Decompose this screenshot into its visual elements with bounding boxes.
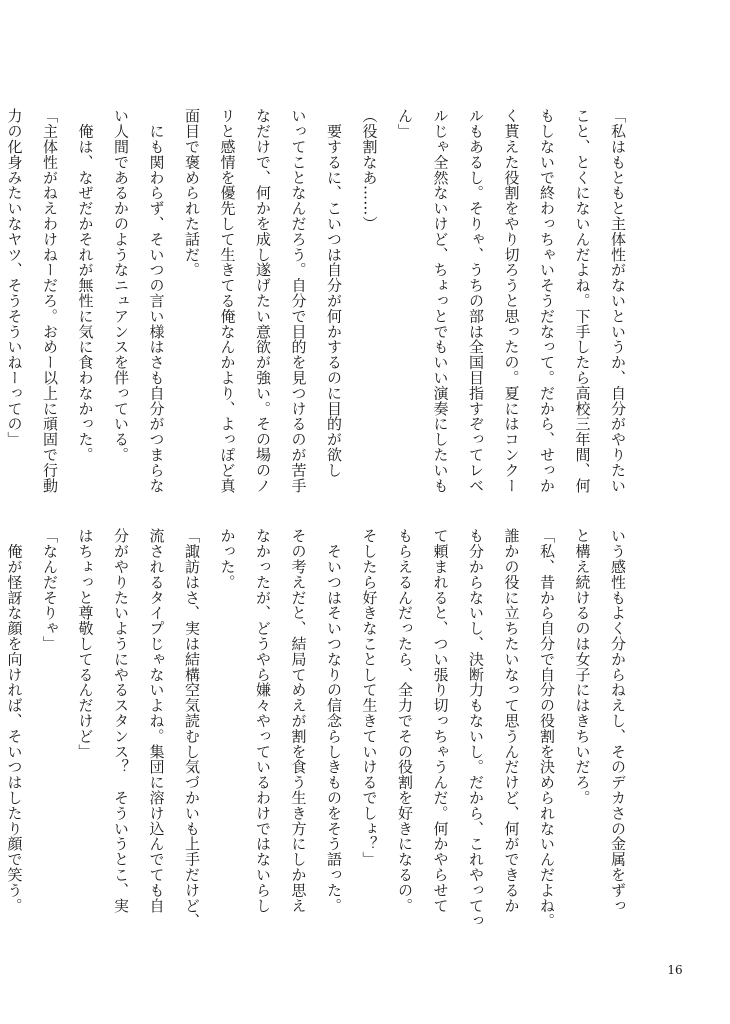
text-line: 「私、昔から自分で自分の役割を決められないんだよね。 — [538, 528, 556, 929]
text-line: 分がやりたいようにやるスタンス？ そういうとこ、実 — [112, 528, 130, 913]
text-line: 流されるタイプじゃないよね。集団に溶け込んでても自 — [147, 528, 166, 913]
text-line: もしないで終わっちゃいそうだなって。だから、せっか — [538, 108, 556, 493]
text-line: かった。 — [218, 528, 237, 590]
text-line: 力の化身みたいなヤツ、そうそういねーっての」 — [5, 108, 24, 447]
text-line: 「私はもともと主体性がないというか、自分がやりたい — [609, 108, 627, 493]
text-line: 「なんだそりゃ」 — [41, 528, 59, 652]
text-line: もらえるんだったら、全力でその役割を好きになるの。 — [396, 528, 414, 913]
text-line: にも関わらず、そいつの言い様はさも自分がつまらな — [147, 108, 166, 493]
text-line: 俺は、なぜだかそれが無性に気に食わなかった。 — [76, 108, 95, 463]
upper-text-block — [5, 108, 635, 506]
page-number: 16 — [667, 963, 683, 977]
text-line: い人間であるかのようなニュアンスを伴っている。 — [112, 108, 130, 463]
text-line: （役割なあ……） — [360, 108, 379, 232]
text-line: そしたら好きなことして生きていけるでしょ？」 — [360, 528, 379, 867]
lower-text-block — [5, 528, 635, 934]
text-line: そいつはそいつなりの信念らしきものをそう語った。 — [325, 528, 343, 913]
text-line: 面目で褒められた話だ。 — [183, 108, 201, 278]
text-line: いってことなんだろう。自分で目的を見つけるのが苦手 — [289, 108, 308, 493]
text-line: と構え続けるのは女子にはきちいだろ。 — [573, 528, 592, 806]
text-line: 要するに、こいつは自分が何かするのに目的が欲し — [325, 108, 343, 478]
text-line: こと、とくにないんだよね。下手したら高校三年間、何 — [573, 108, 592, 493]
text-line: なだけで、何かを成し遂げたい意欲が強い。その場のノ — [254, 108, 272, 493]
text-line: ルもあるし。そりゃ、うちの部は全国目指すぞってレベ — [467, 108, 485, 493]
text-line: く貰えた役割をやり切ろうと思ったの。夏にはコンクー — [502, 108, 521, 493]
text-line: リと感情を優先して生きてる俺なんかより、よっぽど真 — [218, 108, 237, 493]
text-line: 誰かの役に立ちたいなって思うんだけど、何ができるか — [502, 528, 521, 913]
text-line: 俺が怪訝な顔を向ければ、そいつはしたり顔で笑う。 — [5, 528, 24, 913]
text-line: なかったが、どうやら嫌々やっているわけではないらし — [254, 528, 272, 913]
text-line: いう感性もよく分からねえし、そのデカさの金属をずっ — [609, 528, 627, 913]
text-line: 「主体性がねえわけねーだろ。おめー以上に頑固で行動 — [41, 108, 59, 493]
text-line: も分からないし、決断力もないし。だから、これやってっ — [467, 528, 485, 929]
text-line: ん」 — [396, 108, 414, 139]
text-line: その考えだと、結局てめえが割を食う生き方にしか思え — [289, 528, 308, 913]
text-line: 「諏訪はさ、実は結構空気読むし気づかいも上手だけど、 — [183, 528, 201, 929]
text-line: ルじゃ全然ないけど、ちょっとでもいい演奏にしたいも — [431, 108, 450, 493]
text-line: はちょっと尊敬してるんだけど」 — [76, 528, 95, 759]
text-line: て頼まれると、つい張り切っちゃうんだ。何かやらせて — [431, 528, 450, 913]
